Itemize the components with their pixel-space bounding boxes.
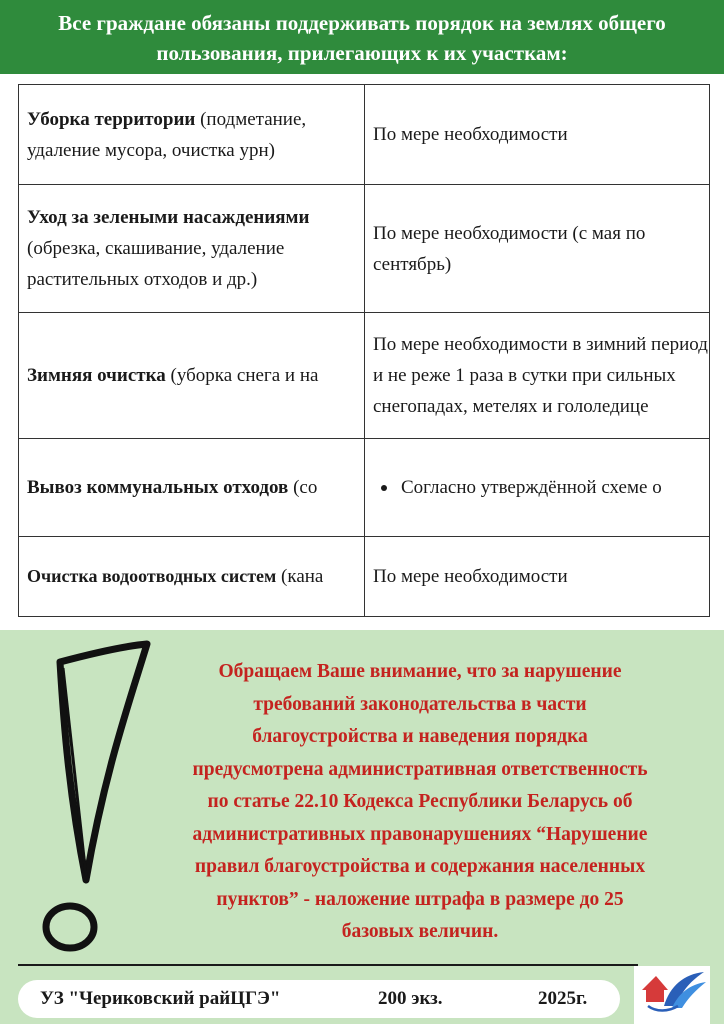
legal-warning [150,656,690,949]
table-row [19,185,710,313]
frequency-text: Согласно утверждённой схеме о [401,477,662,498]
warning-line: требований законодательства в части [253,693,587,715]
frequency-cell: По мере необходимости (с мая по сентябрь) [365,185,710,313]
table-row [19,537,710,617]
warning-line: благоустройства и наведения порядка [252,726,588,747]
warning-line: правил благоустройства и содержания населенных [194,856,646,877]
cleaning-schedule-table [18,84,710,617]
task-desc: (уборка снега и на [165,365,319,386]
task-cell [19,185,365,313]
warning-line: пунктов” - наложение штрафа в размере до 25 [216,888,624,910]
task-cell [19,537,365,617]
header-line-2: пользования, прилегающих к их участкам: [156,41,568,65]
task-title: Очистка водоотводных систем [27,566,277,586]
footer-year: 2025г. [538,988,588,1009]
task-title: Уход за зелеными насаждениями [27,207,310,228]
warning-line: предусмотрена административная ответственность [192,758,648,780]
healthy-cities-logo-icon [634,966,710,1024]
footer-org: УЗ "Чериковский райЦГЭ" [40,988,281,1009]
warning-line: Обращаем Ваше внимание, что за нарушение [218,661,622,682]
table-row [19,85,710,185]
task-title: Вывоз коммунальных отходов [27,477,289,498]
task-desc: (со [288,477,318,498]
table-row [19,439,710,537]
bullet-icon [381,485,387,491]
frequency-cell [365,439,710,537]
task-title: Зимняя очистка [27,365,166,386]
task-cell [19,313,365,439]
warning-line: базовых величин. [341,921,499,942]
task-cell [19,439,365,537]
page-header [0,0,724,74]
table-row [19,313,710,439]
warning-line: по статье 22.10 Кодекса Республики Беларусь об [207,791,633,812]
task-desc: (подметание, удаление мусора, очистка урн) [27,108,307,161]
task-desc: (обрезка, скашивание, удаление растительных отходов и др.) [27,238,285,290]
frequency-cell: По мере необходимости в зимний период и не реже 1 раза в сутки при сильных снегопадах, метелях и гололедице [365,313,710,439]
task-desc: (кана [276,566,324,587]
frequency-cell: По мере необходимости [365,85,710,185]
warning-line: административных правонарушениях “Нарушение [192,823,648,845]
exclamation-mark-icon [30,640,160,960]
header-line-1: Все граждане обязаны поддерживать порядок на землях общего [58,11,666,35]
task-cell [19,85,365,185]
footer-bar [18,980,620,1018]
frequency-cell: По мере необходимости [365,537,710,617]
task-title: Уборка территории [27,108,196,130]
footer-divider [18,964,638,966]
footer-copies: 200 экз. [378,988,443,1009]
